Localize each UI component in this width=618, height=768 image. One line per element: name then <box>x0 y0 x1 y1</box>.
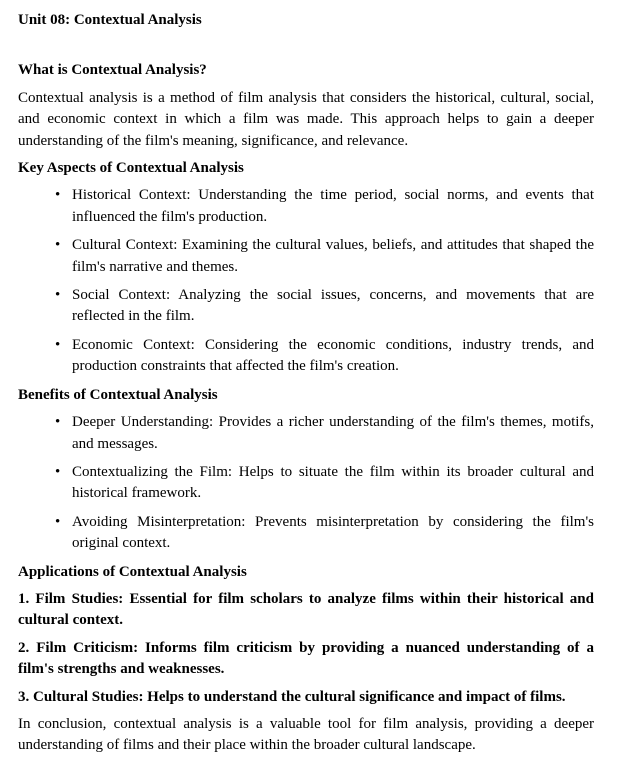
bullet-item-contextualizing-the-film: • Contextualizing the Film: Helps to situate the film within its broader cultural and historical framework. <box>55 462 594 505</box>
bullet-item-deeper-understanding: • Deeper Understanding: Provides a richer understanding of the film's themes, motifs, and messages. <box>55 412 594 455</box>
numbered-point-film-criticism: 2. Film Criticism: Informs film criticism by providing a nuanced understanding of a film's strengths and weaknesses. <box>18 639 594 678</box>
bullet-item-historical-context: • Historical Context: Understanding the time period, social norms, and events that influenced the film's production. <box>55 185 594 228</box>
document-title: Unit 08: Contextual Analysis <box>18 12 202 28</box>
bullet-item-cultural-context: • Cultural Context: Examining the cultural values, beliefs, and attitudes that shaped the film's narrative and themes. <box>55 235 594 278</box>
section-heading-benefits: Benefits of Contextual Analysis <box>18 386 218 403</box>
numbered-point-film-studies: 1. Film Studies: Essential for film scholars to analyze films within their historical and cultural context. <box>18 590 594 629</box>
bullet-item-economic-context: • Economic Context: Considering the economic conditions, industry trends, and production constraints that affected the film's creation. <box>55 335 594 378</box>
benefits-bullet-list <box>18 412 594 554</box>
section-heading-key-aspects: Key Aspects of Contextual Analysis <box>18 160 244 177</box>
numbered-point-cultural-studies: 3. Cultural Studies: Helps to understand the cultural significance and impact of films. <box>18 688 566 705</box>
section-heading-applications: Applications of Contextual Analysis <box>18 563 247 580</box>
intro-paragraph: Contextual analysis is a method of film analysis that considers the historical, cultural, social, and economic context in which a film was made. This approach helps to gain a deeper understanding of the film's meaning, significance, and relevance. <box>18 89 594 149</box>
bullet-item-avoiding-misinterpretation: • Avoiding Misinterpretation: Prevents misinterpretation by considering the film's original context. <box>55 512 594 555</box>
conclusion-paragraph: In conclusion, contextual analysis is a valuable tool for film analysis, providing a deeper understanding of films and their place within the broader cultural landscape. <box>18 715 594 754</box>
bullet-item-social-context: • Social Context: Analyzing the social issues, concerns, and movements that are reflected in the film. <box>55 285 594 328</box>
key-aspects-bullet-list <box>18 185 594 377</box>
section-heading-what-is-contextual-analysis: What is Contextual Analysis? <box>18 62 207 79</box>
